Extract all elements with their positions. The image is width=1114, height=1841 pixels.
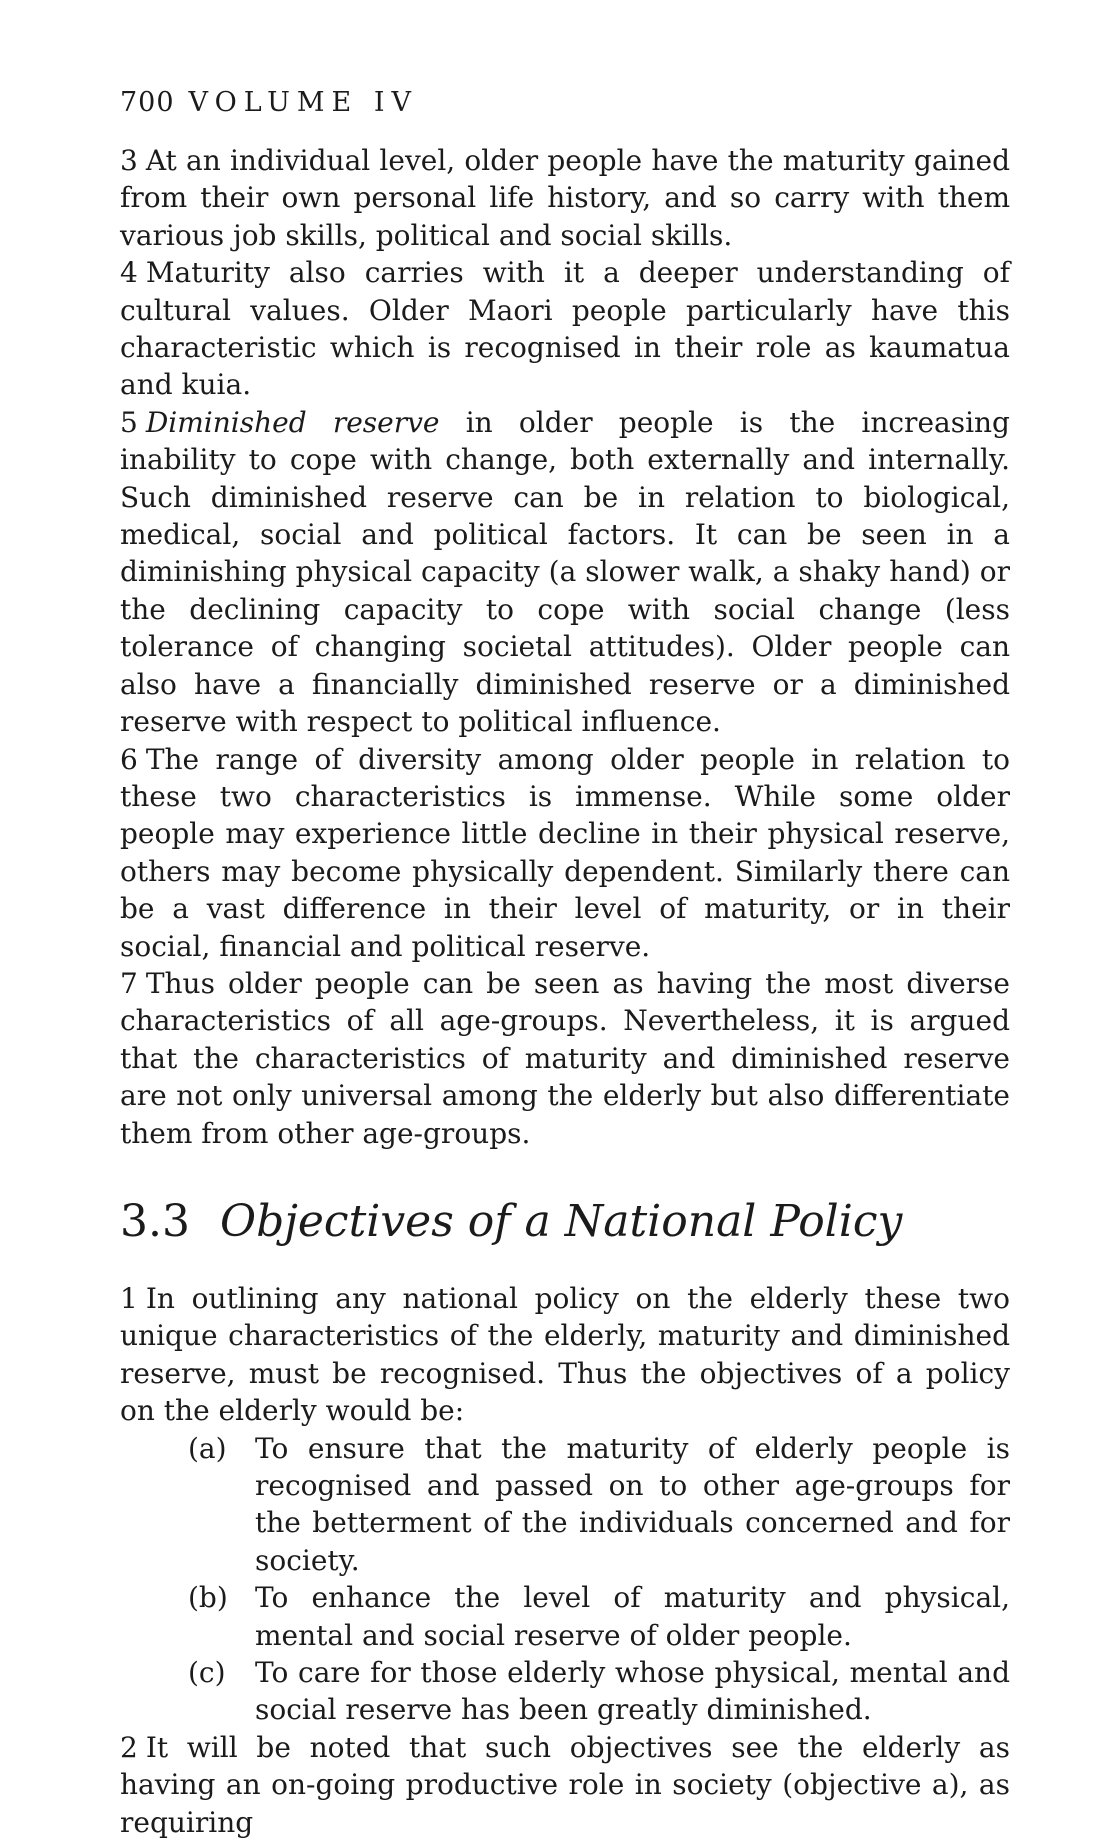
document-page: [120, 86, 1010, 1841]
list-item-label: (b): [188, 1581, 228, 1615]
paragraph-number: 2: [120, 1730, 138, 1764]
paragraph-number: 4: [120, 256, 138, 290]
volume-label: VOLUME IV: [188, 87, 419, 118]
paragraph-number: 7: [120, 966, 138, 1000]
paragraph-text: In outlining any national policy on the elderly these two unique characteristics of the elderly, maturity and diminished reserve, must be recognised. Thus the objectives of a policy on the elderly would be:: [120, 1281, 1010, 1428]
paragraph-number: 3: [120, 144, 138, 177]
page-number: 700: [120, 87, 175, 118]
paragraph: [120, 1280, 1010, 1430]
list-item: [120, 1430, 1010, 1580]
paragraph-text: At an individual level, older people have the maturity gained from their own personal life history, and so carry with them various job skills, political and social skills.: [120, 144, 1010, 252]
paragraph: [120, 741, 1010, 965]
paragraph-text: in older people is the increasing inability to cope with change, both externally and internally. Such diminished reserve can be in relation to biological, medical, social and political factors. It can be seen in a diminishing physical capacity (a slower walk, a shaky hand) or the declining capacity to cope with social change (less tolerance of changing societal attitudes). Older people can also have a financially diminished reserve or a diminished reserve with respect to political influence.: [120, 405, 1010, 739]
paragraph: [120, 254, 1010, 404]
paragraph: [120, 965, 1010, 1152]
list-item-text: To enhance the level of maturity and physical, mental and social reserve of older people.: [255, 1581, 1010, 1652]
list-item-text: To care for those elderly whose physical, mental and social reserve has been greatly diminished.: [255, 1656, 1010, 1727]
paragraph-text: Thus older people can be seen as having the most diverse characteristics of all age-groups. Nevertheless, it is argued that the characteristics of maturity and diminished reserve are not only universal among the elderly but also differentiate them from other age-groups.: [120, 966, 1010, 1150]
paragraph-number: 6: [120, 742, 138, 776]
running-head: [120, 86, 1010, 120]
list-item: [120, 1654, 1010, 1729]
paragraph: [120, 142, 1010, 254]
paragraph-text: The range of diversity among older people in relation to these two characteristics is immense. While some older people may experience little decline in their physical reserve, others may become physically dependent. Similarly there can be a vast difference in their level of maturity, or in their social, financial and political reserve.: [120, 742, 1010, 963]
list-item-label: (a): [188, 1431, 227, 1465]
list-item-label: (c): [188, 1656, 226, 1690]
paragraph: [120, 404, 1010, 741]
section-heading: [120, 1194, 1010, 1250]
list-item-text: To ensure that the maturity of elderly people is recognised and passed on to other age-groups for the betterment of the individuals concerned and for society.: [255, 1431, 1010, 1577]
italic-term: Diminished reserve: [145, 405, 440, 439]
section-title: Objectives of a National Policy: [220, 1195, 903, 1247]
paragraph-number: 1: [120, 1281, 138, 1315]
paragraph-text: It will be noted that such objectives see the elderly as having an on-going productive role in society (objective a), as requiring: [120, 1730, 1010, 1839]
section-number: 3.3: [120, 1195, 190, 1247]
paragraph-text: Maturity also carries with it a deeper understanding of cultural values. Older Maori people particularly have this characteristic which is recognised in their role as kaumatua and kuia.: [120, 256, 1010, 402]
paragraph-number: 5: [120, 405, 138, 439]
list-item: [120, 1579, 1010, 1654]
paragraph: [120, 1729, 1010, 1841]
objectives-list: [120, 1430, 1010, 1729]
